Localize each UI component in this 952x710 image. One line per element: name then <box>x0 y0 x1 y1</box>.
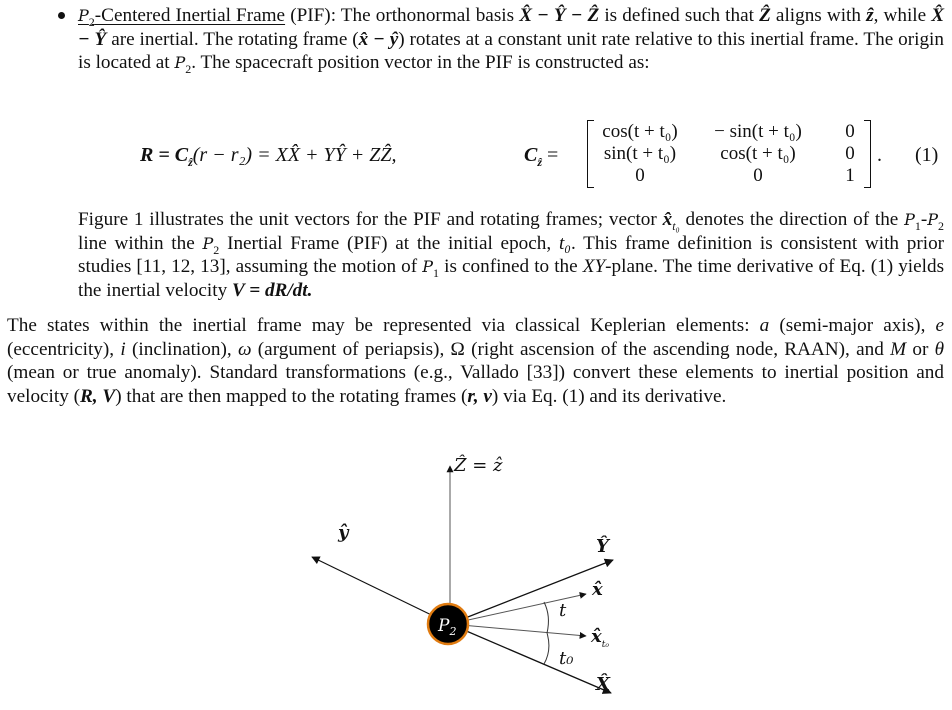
equation-1 <box>140 120 944 194</box>
equation-period: . <box>877 144 882 166</box>
x-t0-axis-label: $x̂_{t_0}$ <box>591 626 609 650</box>
angle-t-label: t <box>559 600 567 621</box>
equation-lhs: $R = C_ẑ(r - r_2)$ = XX̂ + YŶ + ZẐ, <box>140 144 397 169</box>
matrix-cell: cos(t + t₀) <box>602 121 678 142</box>
pif-term: $P_2$-Centered Inertial Frame <box>78 5 286 29</box>
matrix-cell: 0 <box>753 165 763 186</box>
matrix-cell: 0 <box>635 165 645 186</box>
angle-t0-arc <box>544 633 549 664</box>
matrix-cell: 1 <box>845 165 855 186</box>
Y-inertial-axis-arrow <box>450 560 613 624</box>
figure-description-paragraph: Figure 1 illustrates the unit vectors for the PIF and rotating frames; vector $x̂_{t_0}$ denotes the direction of the $P_1-P_2$ line within the $P_2$ Inertial Frame (PIF) at the initial epoch, t₀. This frame definition is consistent with prior studies [11, 12, 13], assuming the motion of $P_1$ is confined to the XY-plane. The time derivative of Eq. (1) yields the inertial velocity V = dR/dt. <box>78 209 945 301</box>
x-rot-axis-label: x̂ <box>592 579 603 600</box>
matrix-cell: sin(t + t₀) <box>603 143 677 164</box>
pif-definition-paragraph: $P_2$-Centered Inertial Frame (PIF): The orthonormal basis X̂ − Ŷ − Ẑ is defined such that Ẑ aligns with ẑ, while X̂ − Ŷ are inertial. The rotating frame (x̂ − ŷ) rotates at a constant unit rate relative to this inertial frame. The origin is located at $P_2$. The spacecraft position vector in the PIF is constructed as: <box>78 5 945 76</box>
X-inertial-axis-arrow <box>450 624 611 693</box>
rotation-matrix <box>587 120 871 188</box>
y-rot-axis-label: ŷ <box>338 522 349 543</box>
X-inertial-axis-label: X̂ <box>596 674 610 695</box>
pif-frame-diagram <box>0 440 952 710</box>
p2-origin-label: $P_2$ <box>438 616 457 638</box>
z-axis-label: Ẑ = ẑ <box>454 455 503 476</box>
matrix-cell: cos(t + t₀) <box>720 143 796 164</box>
rotation-matrix-symbol: $C_ẑ$ = <box>524 144 559 169</box>
x-t0-axis-arrow <box>450 624 586 636</box>
bullet-marker <box>58 12 65 19</box>
keplerian-elements-paragraph: The states within the inertial frame may be represented via classical Keplerian elements: a (semi-major axis), e (eccentricity), i (inclination), ω (argument of periapsis), Ω (right ascension of the ascending node, RAAN), and M or θ (mean or true anomaly). Standard transformations (e.g., Vallado [33]) convert these elements to inertial position and velocity (R, V) that are then mapped to the rotating frames (r, v) via Eq. (1) and its derivative. <box>7 315 945 407</box>
angle-t-arc <box>544 602 548 633</box>
matrix-cell: 0 <box>845 121 855 142</box>
matrix-cell: 0 <box>845 143 855 164</box>
matrix-cell: − sin(t + t₀) <box>714 121 802 142</box>
Y-inertial-axis-label: Ŷ <box>596 536 609 557</box>
angle-t0-label: t₀ <box>559 648 574 669</box>
equation-number: (1) <box>915 144 939 166</box>
